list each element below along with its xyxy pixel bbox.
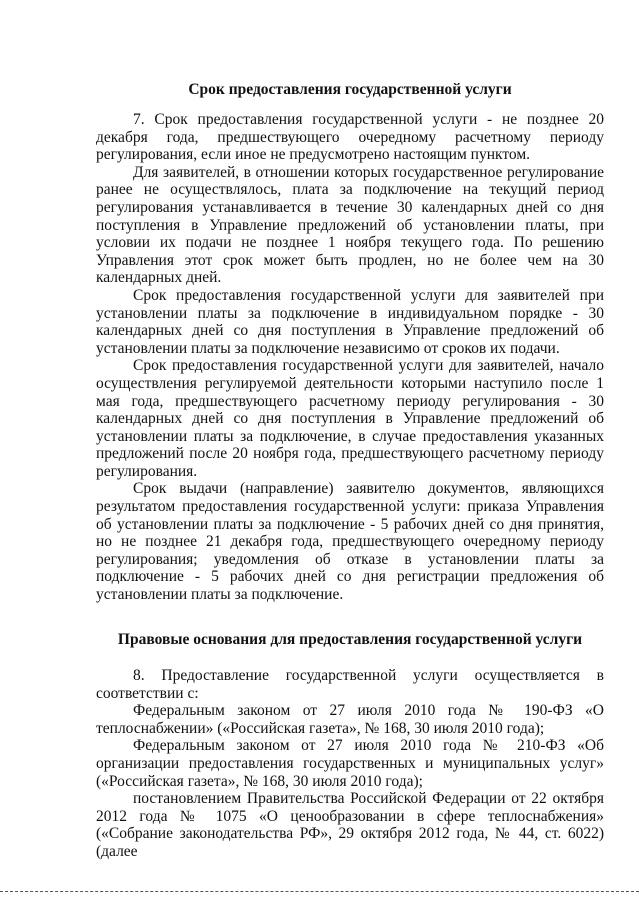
- paragraph-7: 7. Срок предоставления государственной услуги - не позднее 20 декабря года, предшествующего очередному расчетному периоду регулирования, если иное не предусмотрено настоящим пунктом.: [96, 111, 604, 164]
- section-body-legal-basis: [96, 667, 604, 861]
- resolution-1075: постановлением Правительства Российской Федерации от 22 октября 2012 года № 1075 «О ценообразовании в сфере теплоснабжения» («Собрание законодательства РФ», 29 октября 2012 года, № 44, ст. 6022) (далее: [96, 790, 604, 860]
- paragraph-new-applicants: Для заявителей, в отношении которых государственное регулирование ранее не осуществлялось, плата за подключение на текущий период регулирования устанавливается в течение 30 календарных дней со дня поступления в Управление предложений об установлении платы, при условии их подачи не позднее 1 ноября текущего года. По решению Управления этот срок может быть продлен, но не более чем на 30 календарных дней.: [96, 163, 604, 287]
- paragraph-individual-order: Срок предоставления государственной услуги для заявителей при установлении платы за подключение в индивидуальном порядке - 30 календарных дней со дня поступления в Управление предложений об установлении платы за подключение независимо от сроков их подачи.: [96, 286, 604, 357]
- law-190-fz: Федеральным законом от 27 июля 2010 года № 190-ФЗ «О теплоснабжении» («Российская газета», № 168, 30 июля 2010 года);: [96, 702, 604, 737]
- page-bottom-divider: [0, 891, 639, 892]
- section-heading-term: Срок предоставления государственной услуги: [188, 81, 512, 98]
- section-heading-legal-basis: Правовые основания для предоставления государственной услуги: [117, 631, 583, 648]
- paragraph-issuance-term: Срок выдачи (направление) заявителю документов, являющихся результатом предоставления государственной услуги: приказа Управления об установлении платы за подключение - 5 рабочих дней со дня принятия, но не позднее 21 декабря года, предшествующего очередному периоду регулирования; уведомления об отказе в установлении платы за подключение - 5 рабочих дней со дня регистрации предложения об установлении платы за подключение.: [96, 480, 604, 604]
- paragraph-after-may: Срок предоставления государственной услуги для заявителей, начало осуществления регулируемой деятельности которыми наступило после 1 мая года, предшествующего расчетному периоду регулирования - 30 календарных дней со дня поступления в Управление предложений об установлении платы за подключение, в случае предоставления указанных предложений после 20 ноября года, предшествующего расчетному периоду регулирования.: [96, 357, 604, 480]
- section-body-term: [96, 111, 604, 604]
- document-page: [96, 0, 604, 905]
- law-210-fz: Федеральным законом от 27 июля 2010 года № 210-ФЗ «Об организации предоставления государственных и муниципальных услуг» («Российская газета», № 168, 30 июля 2010 года);: [96, 737, 604, 790]
- paragraph-8: 8. Предоставление государственной услуги осуществляется в соответствии с:: [96, 667, 604, 702]
